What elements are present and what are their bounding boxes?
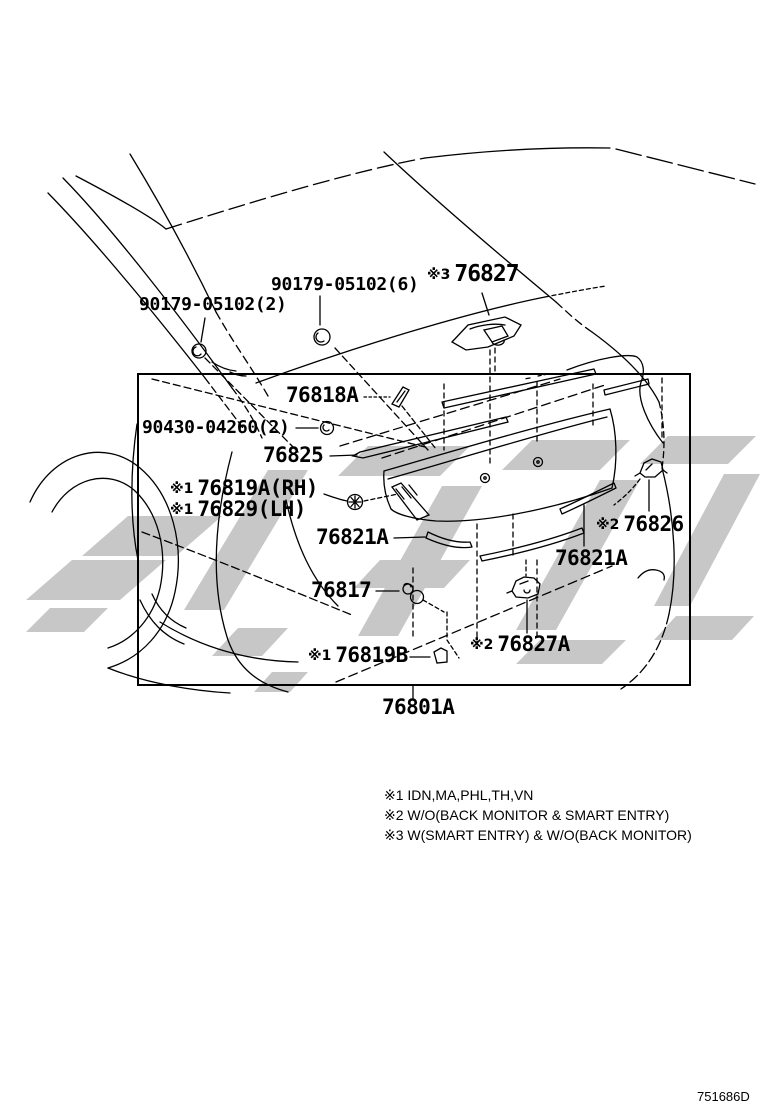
screw-icon [348,495,363,510]
callout-76819B[interactable] [308,645,408,666]
callout-90179-05102-2[interactable] [139,296,287,314]
part-number: 76821A [555,546,628,570]
footnote-3: ※3 W(SMART ENTRY) & W/O(BACK MONITOR) [384,827,692,843]
callout-76821A-right[interactable] [555,548,627,569]
camera-bracket-part [507,577,540,598]
part-number: 76818A [286,383,359,407]
footnote-ref-mark: ※1 [170,481,194,497]
callout-76819A-RH[interactable] [170,478,318,499]
callout-76825[interactable] [263,445,323,466]
callout-90430-04260-2[interactable] [142,419,290,437]
part-number: 90430-04260(2) [142,417,290,438]
footnote-2: ※2 W/O(BACK MONITOR & SMART ENTRY) [384,807,670,823]
camera-garnish-part [452,317,521,350]
callout-76826[interactable] [596,514,684,535]
wedge-clip-part [392,387,409,407]
part-number: 90179-05102(2) [139,294,287,315]
callout-76817[interactable] [311,580,371,601]
part-number: 90179-05102(6) [271,274,419,295]
callout-76827A[interactable] [470,634,570,655]
callout-76821A-left[interactable] [316,527,388,548]
figure-code: 751686D [697,1089,750,1104]
part-number: 76801A [382,695,455,719]
footnote-1: ※1 IDN,MA,PHL,TH,VN [384,787,534,803]
callout-76829-LH[interactable] [170,499,306,520]
pad-part [434,648,447,663]
footnote-ref-mark: ※2 [470,637,494,653]
part-number: 76819A(RH) [197,476,318,500]
part-number: 76817 [311,578,372,602]
callout-76818A[interactable] [286,385,358,406]
footnote-ref-mark: ※1 [170,502,194,518]
callout-76827[interactable] [427,263,519,286]
part-number: 76827A [497,632,570,656]
part-number: 76829(LH) [197,497,306,521]
part-number: 76827 [454,261,519,287]
part-number: 76826 [623,512,684,536]
footnote-ref-mark: ※1 [308,648,332,664]
callout-90179-05102-6[interactable] [271,276,419,294]
callout-76801A[interactable] [382,697,454,718]
part-number: 76825 [263,443,324,467]
footnote-ref-mark: ※2 [596,517,620,533]
footnote-ref-mark: ※3 [427,267,451,283]
part-number: 76821A [316,525,389,549]
part-number: 76819B [335,643,408,667]
footnote-legend [384,785,692,845]
